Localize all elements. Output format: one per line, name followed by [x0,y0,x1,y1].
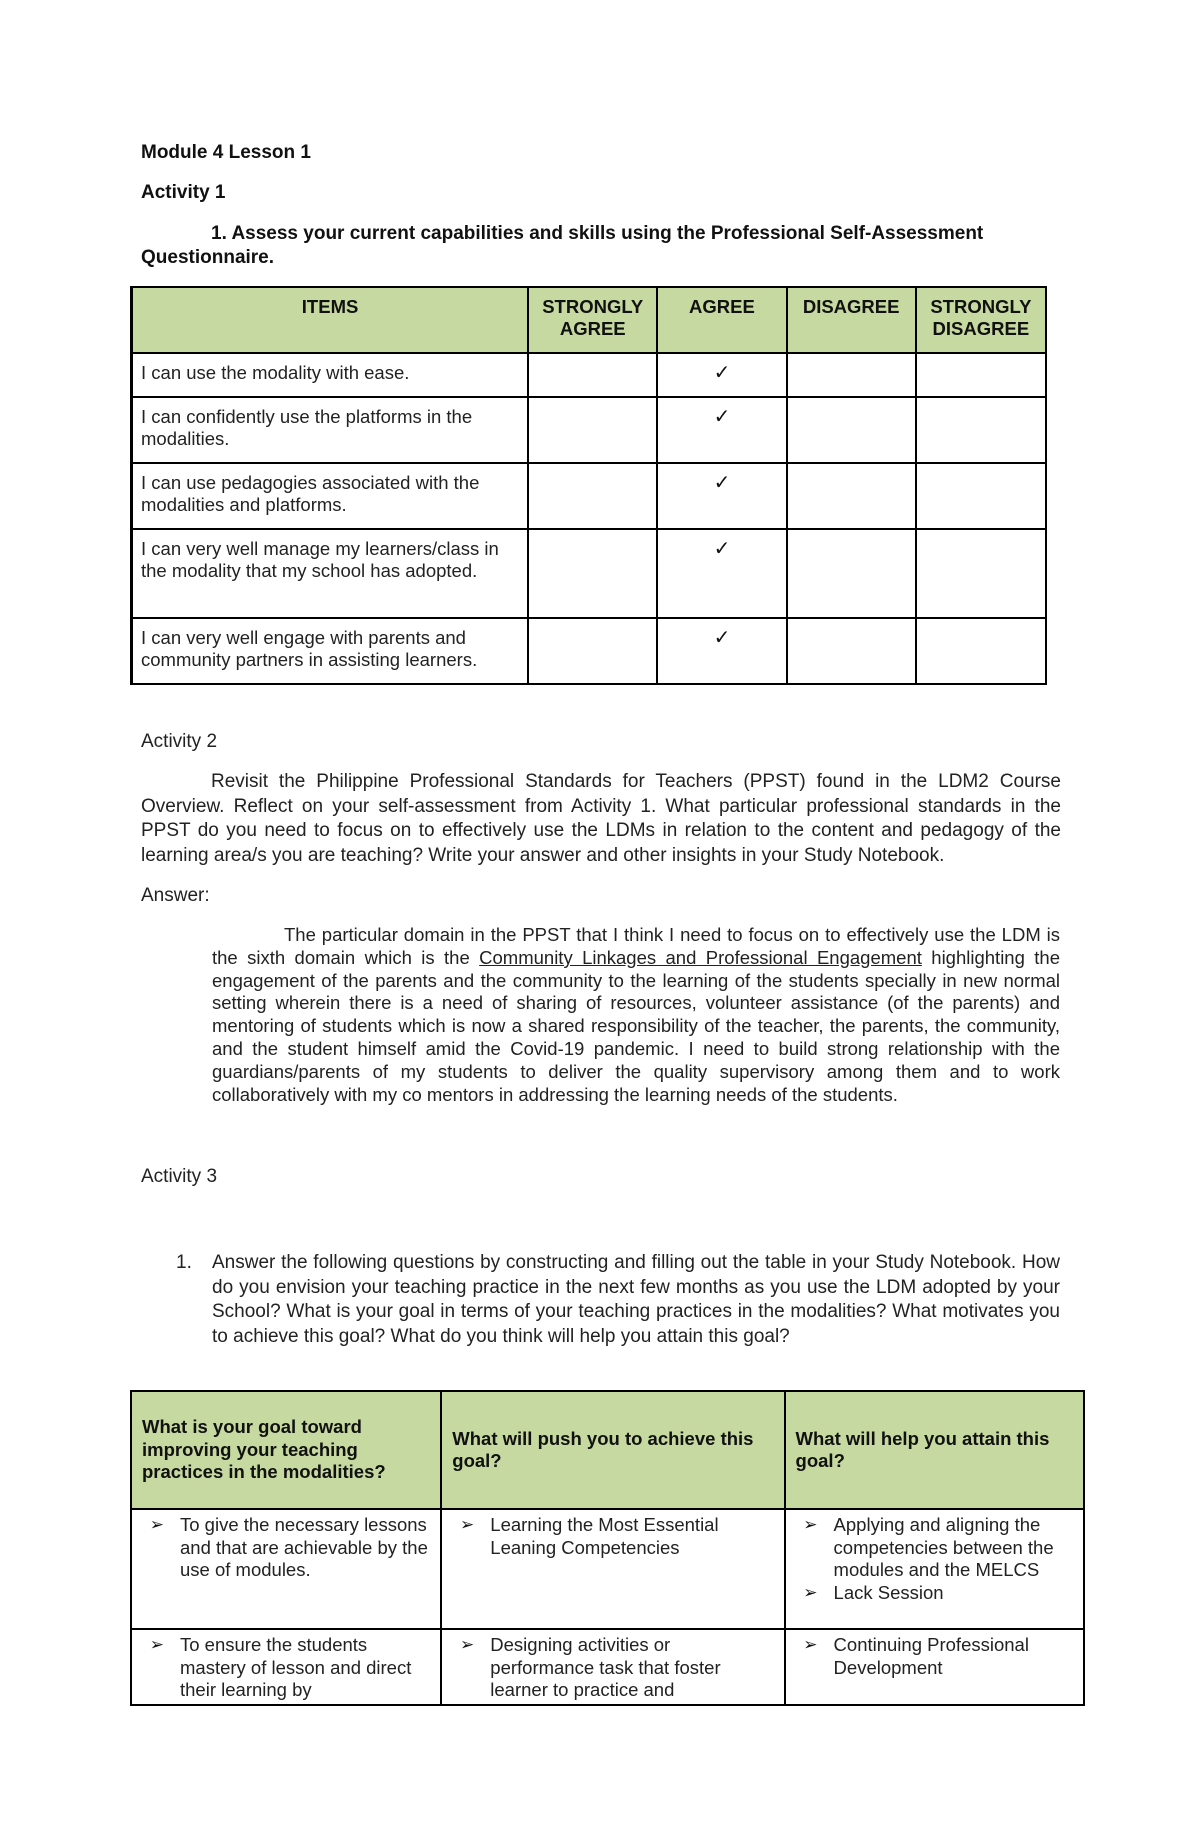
response-cell [787,397,916,463]
module-title: Module 4 Lesson 1 [141,142,311,163]
answer-part2: highlighting the engagement of the parents and the community to the learning of the students specially in new normal setting wherein there is a need of sharing of resources, volunteer assistance (of the parents) and mentoring of students which is now a shared responsibility of the teacher, the parents, the community, and the student himself amid the Covid-19 pandemic. I need to build strong relationship with the guardians/parents of my students to deliver the quality supervisory among them and to work collaboratively with my co mentors in addressing the learning needs of the students. [212,946,1060,1105]
answer-domain-name: Community Linkages and Professional Engagement [479,946,922,968]
table-row [132,618,1047,684]
check-icon: ✓ [657,618,786,684]
table-row [131,1509,1084,1629]
arrow-bullet-icon: ➢ [803,1635,818,1654]
help-cell [785,1629,1084,1705]
goal-cell [131,1629,441,1705]
activity3-heading: Activity 3 [141,1166,218,1187]
check-icon: ✓ [657,463,786,529]
col-push: What will push you to achieve this goal? [441,1391,784,1509]
item-text: I can very well manage my learners/class in the modality that my school has adopted. [132,529,529,618]
push-cell [441,1509,784,1629]
col-agree: AGREE [657,287,786,353]
list-item-text: To give the necessary lessons and that are achievable by the use of modules. [180,1514,428,1580]
response-cell [787,529,916,618]
check-icon: ✓ [657,353,786,397]
activity3-item-number: 1. [176,1252,192,1273]
response-cell [916,618,1046,684]
goal-cell [131,1509,441,1629]
arrow-bullet-icon: ➢ [149,1635,164,1654]
check-icon: ✓ [657,397,786,463]
col-disagree: DISAGREE [787,287,916,353]
arrow-bullet-icon: ➢ [460,1635,475,1654]
col-strongly-agree: STRONGLY AGREE [528,287,657,353]
activity2-prompt: Revisit the Philippine Professional Standards for Teachers (PPST) found in the LDM2 Course Overview. Reflect on your self-assessment from Activity 1. What particular professional standards in the PPST do you need to focus on to effectively use the LDMs in relation to the content and pedagogy of the learning area/s you are teaching? Write your answer and other insights in your Study Notebook. [141,771,1061,866]
arrow-bullet-icon: ➢ [460,1515,475,1534]
response-cell [916,463,1046,529]
list-item [448,1634,777,1702]
answer-part1: The particular domain in the PPST that I think I need to focus on to effectively use the LDM is the sixth domain which is the [212,924,1060,968]
help-cell [785,1509,1084,1629]
table-row [131,1629,1084,1705]
list-item-text: Lack Session [833,1581,944,1603]
push-cell [441,1629,784,1705]
list-item-text: Applying and aligning the competencies between the modules and the MELCS [833,1514,1054,1580]
response-cell [528,463,657,529]
list-item [792,1514,1077,1582]
response-cell [528,618,657,684]
col-items: ITEMS [132,287,529,353]
response-cell [916,397,1046,463]
check-icon: ✓ [657,529,786,618]
response-cell [528,529,657,618]
table-row [132,353,1047,397]
response-cell [528,353,657,397]
list-item [792,1582,1077,1605]
list-item [792,1634,1077,1679]
table-header-row [132,287,1047,353]
table-header-row [131,1391,1084,1509]
table-row [132,529,1047,618]
goals-table [130,1390,1085,1706]
list-item [448,1514,777,1559]
activity1-instruction [211,222,983,246]
arrow-bullet-icon: ➢ [149,1515,164,1534]
col-strongly-disagree: STRONGLY DISAGREE [916,287,1046,353]
col-goal: What is your goal toward improving your teaching practices in the modalities? [131,1391,441,1509]
response-cell [916,529,1046,618]
answer-label: Answer: [141,885,210,906]
list-item-text: To ensure the students mastery of lesson and direct their learning by [180,1634,412,1700]
item-text: I can confidently use the platforms in the modalities. [132,397,529,463]
list-item-text: Designing activities or performance task that foster learner to practice and [490,1634,721,1700]
instruction-number: 1. [211,223,227,244]
response-cell [787,618,916,684]
item-text: I can very well engage with parents and community partners in assisting learners. [132,618,529,684]
item-text: I can use the modality with ease. [132,353,529,397]
col-help: What will help you attain this goal? [785,1391,1084,1509]
list-item-text: Learning the Most Essential Leaning Competencies [490,1514,719,1558]
list-item [138,1514,434,1582]
response-cell [528,397,657,463]
list-item [138,1634,434,1702]
activity2-heading: Activity 2 [141,731,218,752]
response-cell [787,463,916,529]
arrow-bullet-icon: ➢ [803,1515,818,1534]
activity1-instruction-cont: Questionnaire. [141,247,275,268]
activity1-heading: Activity 1 [141,182,226,203]
table-row [132,397,1047,463]
response-cell [916,353,1046,397]
item-text: I can use pedagogies associated with the modalities and platforms. [132,463,529,529]
arrow-bullet-icon: ➢ [803,1582,818,1602]
self-assessment-table [130,286,1047,685]
instruction-line1: Assess your current capabilities and skills using the Professional Self-Assessment [231,223,984,244]
answer-text [212,924,1060,1106]
activity3-item-text: Answer the following questions by constructing and filling out the table in your Study Notebook. How do you envision your teaching practice in the next few months as you use the LDM adopted by your School? What is your goal in terms of your teaching practices in the modalities? What motivates you to achieve this goal? What do you think will help you attain this goal? [212,1252,1060,1347]
response-cell [787,353,916,397]
table-row [132,463,1047,529]
list-item-text: Continuing Professional Development [833,1634,1029,1678]
